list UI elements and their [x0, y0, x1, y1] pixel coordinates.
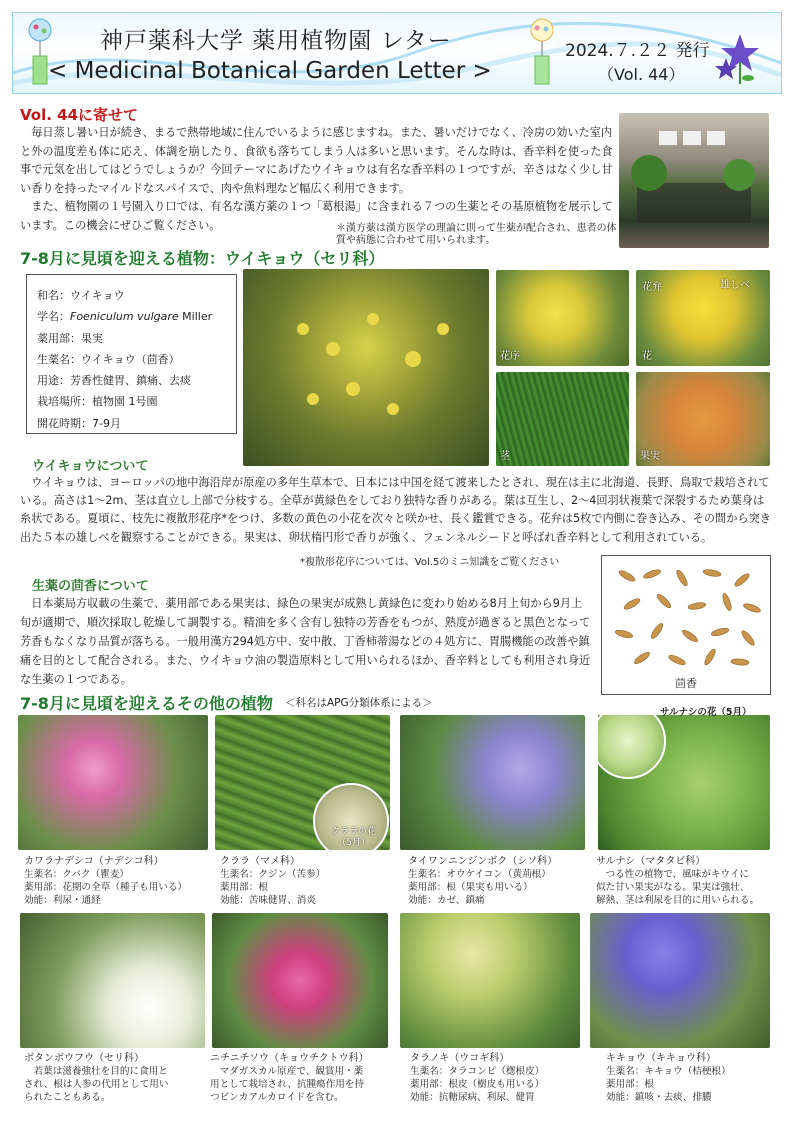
newsletter-title-jp: 神戸薬科大学 薬用植物園 レター — [100, 28, 452, 54]
plant-caption-kawaranadeshiko: カワラナデシコ（ナデシコ科） 生薬名：クバク（瞿麦） 薬用部：花期の全草（種子も用いる） 効能：利尿・通経 — [24, 856, 188, 906]
kikyou-photo — [590, 913, 770, 1048]
plant-caption-nichinichisou: ニチニチソウ（キョウチクトウ科） マダガスカル原産で、観賞用・薬 用として栽培され、抗腫瘍作用を持 つビンカアルカロイドを含む。 — [210, 1053, 369, 1103]
info-crude-drug-name: 生薬名：ウイキョウ（茴香） — [37, 352, 180, 366]
sarunashi-inset-label: サルナシの花（5月） — [660, 707, 752, 718]
fruit-label: 果実 — [640, 451, 660, 462]
info-japanese-name: 和名：ウイキョウ — [37, 289, 125, 302]
intro-paragraph-2: また、植物園の１号園入り口では、有名な漢方薬の１つ「葛根湯」に含まれる７つの生薬とその基原植物を展示しています。この機会にぜひご覧ください。 — [20, 200, 613, 232]
wind-chime-icon-right — [524, 16, 560, 88]
fruit-photo — [636, 372, 770, 466]
info-medicinal-part: 薬用部：果実 — [37, 331, 103, 345]
bellflower-icon — [712, 28, 768, 84]
about-note: *複散形花序については、Vol.5のミニ知識をご覧ください — [300, 557, 560, 568]
fennel-seed-photo-frame — [601, 555, 771, 695]
stem-photo — [496, 372, 629, 466]
about-body: ウイキョウは、ヨーロッパの地中海沿岸が原産の多年生草本で、日本には中国を経て渡来したとされ、現在は主に北海道、長野、鳥取で栽培されている。高さは1～2m、茎は直立し上部で分枝する。全草が黄緑色をしており独特な香りがある。葉は互生し、2～4回羽状複葉で深裂するため葉身は糸状である。夏頃に、枝先に複散形花序*をつけ、多数の黄色の小花を次々と咲かせ、長く鑑賞できる。花弁は5枚で内側に巻き込み、その間から突き出た５本の雄しべを観察することができる。果実は、卵状楕円形で香りが強く、フェンネルシードと呼ばれ香辛料として利用されている。 — [20, 476, 771, 544]
plant-caption-kurara: クララ（マメ科） 生薬名：クジン（苦参） 薬用部：根 効能：苦味健胃、消炎 — [220, 856, 326, 906]
feature-heading: 7-8月に見頃を迎える植物：ウイキョウ（セリ科） — [20, 249, 385, 268]
kurara-photo — [215, 715, 390, 850]
nichinichisou-photo — [212, 913, 388, 1048]
flower-photo — [636, 270, 770, 366]
taranoki-photo — [400, 913, 580, 1048]
petal-label: 花弁 — [642, 282, 662, 293]
plant-caption-taiwanninjinboku: タイワンニンジンボク（シソ科） 生薬名：オウケイコン（黄荊根） 薬用部：根（果実も用いる） 効能：カゼ、鎮痛 — [408, 856, 558, 906]
others-apg-note: ＜科名はAPG分類体系による＞ — [285, 697, 433, 709]
info-uses: 用途：芳香性健胃、鎮痛、去痰 — [37, 374, 191, 388]
sarunashi-photo — [598, 715, 770, 850]
about-heading: ウイキョウについて — [32, 459, 149, 474]
kurara-inset-label: クララの花 （5月） — [331, 827, 377, 848]
info-flowering: 開花時期：7-9月 — [37, 416, 121, 430]
info-scientific-name: 学名：Foeniculum vulgare Miller — [37, 310, 213, 324]
crude-body: 日本薬局方収載の生薬で、薬用部である果実は、緑色の果実が成熟し黄緑色に変わり始める8月上旬から9月上旬が適期で、順次採取し乾燥して調製する。精油を多く含有し独特の芳香をもつが、熟度が過ぎると黒色となって芳香もなくなり品質が落ちる。一般用漢方294処方中、安中散、丁香柿蒂湯などの４処方に、胃腸機能の改善や鎮痛を目的として配合される。また、ウイキョウ油の製造原料として用いられるほか、香辛料としても利用され身近な生薬の１つである。 — [20, 597, 591, 686]
info-location: 栽培場所：植物園 1号園 — [37, 395, 158, 409]
intro-heading: Vol. 44に寄せて — [20, 106, 139, 124]
sarunashi-flower-inset — [598, 715, 666, 779]
exhibit-photo — [619, 113, 769, 248]
stem-label: 茎 — [500, 451, 510, 462]
intro-paragraph-1: 毎日蒸し暑い日が続き、まるで熱帯地域に住んでいるように感じますね。また、暑いだけでなく、冷房の効いた室内と外の温度差も体に応え、体調を崩したり、食欲も落ちてしまう人は多いと思います。そんな時は、香辛料を使った食事で元気を出してはどうでしょうか？今回テーマにあげたウイキョウは有名な香辛料の１つですが、辛さはなく少し甘い香りを持ったマイルドなスパイスで、肉や魚料理など幅広く利用できます。 — [20, 126, 613, 195]
plant-caption-sarunashi: サルナシ（マタタビ科） つる性の植物で、風味がキウイに 似た甘い果実がなる。果実は強壮、 解熱、茎は利尿を目的に用いられる。 — [596, 856, 760, 906]
flower-label: 花 — [642, 351, 652, 362]
kampo-note: ＊漢方薬は漢方医学の理論に則って生薬が配合され、患者の体質や病態に合わせて用いられます。 — [336, 223, 617, 246]
plant-info-box — [26, 274, 237, 434]
others-heading: 7-8月に見頃を迎えるその他の植物 — [20, 694, 273, 713]
newsletter-title-en: < Medicinal Botanical Garden Letter > — [48, 58, 492, 84]
stamen-label: 雄しべ — [720, 280, 750, 291]
crude-heading: 生薬の茴香について — [32, 579, 149, 594]
inflorescence-label: 花序 — [500, 351, 520, 362]
inflorescence-photo — [496, 270, 629, 366]
plant-caption-kikyou: キキョウ（キキョウ科） 生薬名：キキョウ（桔梗根） 薬用部：根 効能：鎮咳・去痰、排膿 — [606, 1053, 731, 1103]
botanboufu-photo — [20, 913, 205, 1048]
plant-caption-botanboufu: ボタンボウフウ（セリ科） 若葉は滋養強壮を目的に食用と され、根は人参の代用として用い られたこともある。 — [24, 1053, 169, 1103]
fennel-seed-caption: 茴香 — [675, 677, 697, 690]
kawaranadeshiko-photo — [18, 715, 208, 850]
fennel-seed-image — [602, 556, 770, 676]
plant-caption-taranoki: タラノキ（ウコギ科） 生薬名：タラコンピ（楤根皮） 薬用部：根皮（樹皮も用いる） 効能：抗糖尿病、利尿、健胃 — [410, 1053, 545, 1103]
issue-date: 2024.７.２２ 発行 — [565, 41, 710, 61]
issue-volume: （Vol. 44） — [598, 65, 685, 84]
fennel-plant-photo — [243, 269, 489, 466]
taiwanninjinboku-photo — [400, 715, 585, 850]
